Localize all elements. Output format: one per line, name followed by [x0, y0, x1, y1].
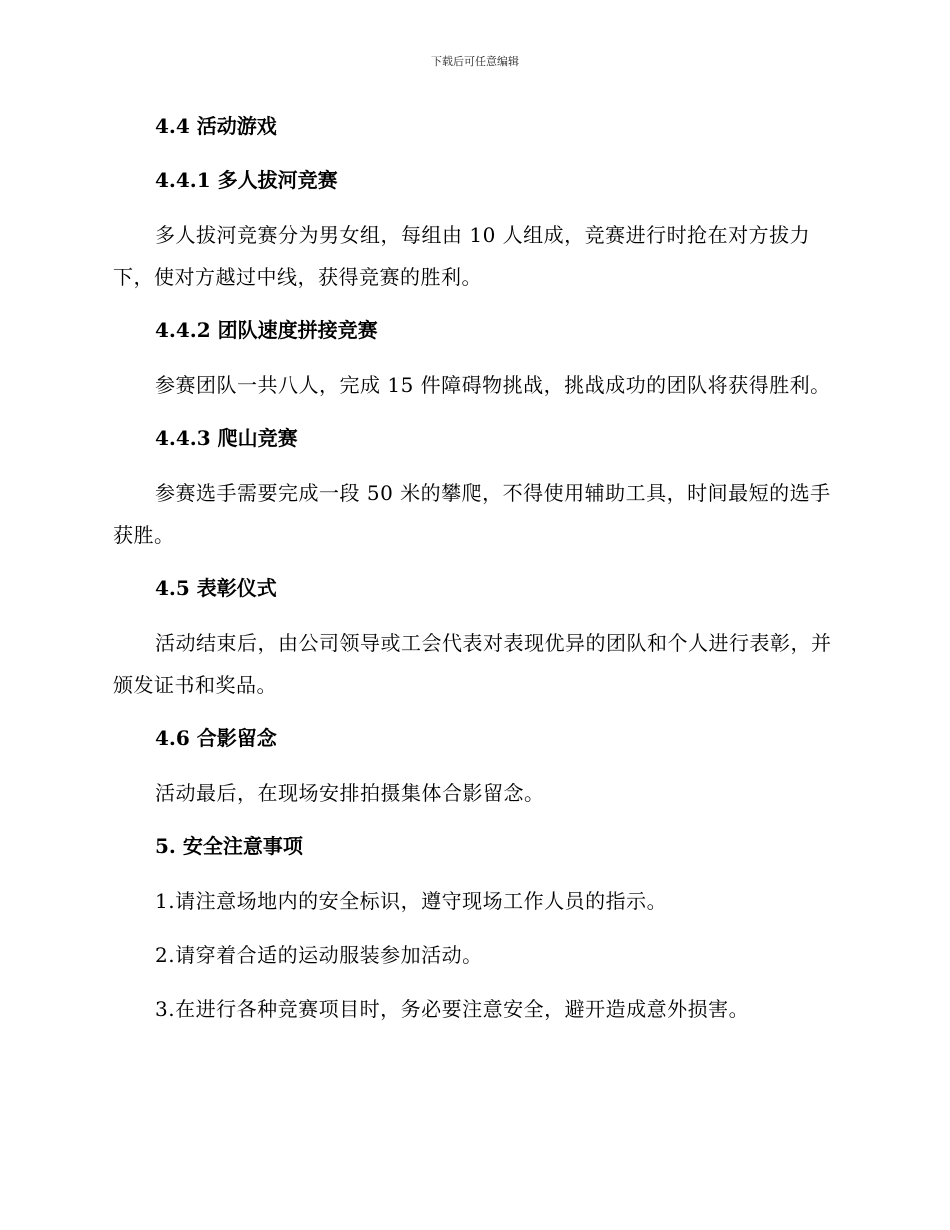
- page-header: 下载后可任意编辑: [431, 55, 519, 68]
- paragraph-tug-of-war: 多人拔河竞赛分为男女组，每组由 10 人组成，竞赛进行时抢在对方拔力下，使对方越过中线，获得竞赛的胜利。: [113, 223, 811, 289]
- heading-climbing: 4.4.3 爬山竞赛: [155, 426, 298, 450]
- paragraph-team-speed: 参赛团队一共八人，完成 15 件障碍物挑战，挑战成功的团队将获得胜利。: [155, 373, 831, 397]
- heading-tug-of-war: 4.4.1 多人拔河竞赛: [155, 168, 338, 192]
- paragraph-group-photo: 活动最后，在现场安排拍摄集体合影留念。: [155, 781, 545, 805]
- heading-group-photo: 4.6 合影留念: [155, 726, 277, 750]
- heading-team-speed: 4.4.2 团队速度拼接竞赛: [155, 318, 378, 342]
- paragraph-climbing: 参赛选手需要完成一段 50 米的攀爬，不得使用辅助工具，时间最短的选手获胜。: [113, 481, 831, 547]
- heading-safety: 5. 安全注意事项: [155, 834, 303, 858]
- safety-item: 2.请穿着合适的运动服装参加活动。: [155, 943, 483, 967]
- heading-award-ceremony: 4.5 表彰仪式: [155, 576, 277, 600]
- document-body: [113, 106, 840, 1042]
- safety-item: 1.请注意场地内的安全标识，遵守现场工作人员的指示。: [155, 889, 668, 913]
- safety-item: 3.在进行各种竞赛项目时，务必要注意安全，避开造成意外损害。: [155, 997, 750, 1021]
- heading-activity-games: 4.4 活动游戏: [155, 114, 277, 138]
- paragraph-award-ceremony: 活动结束后，由公司领导或工会代表对表现优异的团队和个人进行表彰，并颁发证书和奖品。: [113, 631, 832, 697]
